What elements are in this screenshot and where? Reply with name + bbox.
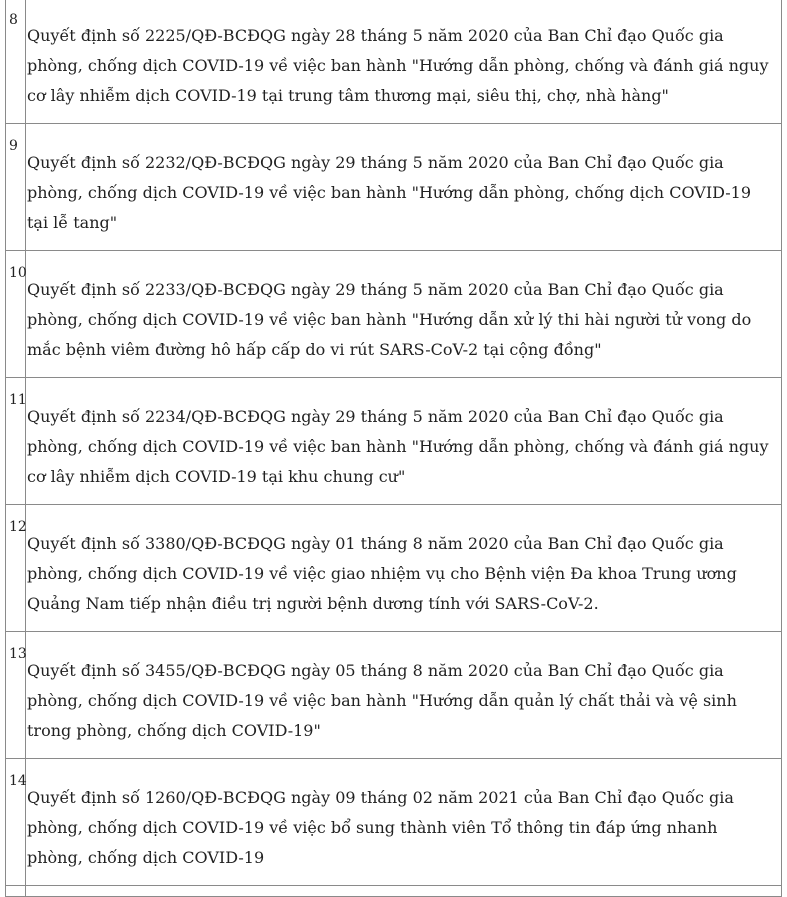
table-row-partial — [6, 886, 782, 897]
row-number: 11 — [6, 378, 26, 505]
table-row — [6, 632, 782, 759]
table-row — [6, 124, 782, 251]
table-row — [6, 0, 782, 124]
table-row — [6, 378, 782, 505]
decision-text-empty — [26, 886, 782, 897]
row-number-empty — [6, 886, 26, 897]
row-number: 9 — [6, 124, 26, 251]
row-number: 8 — [6, 0, 26, 124]
table-row — [6, 759, 782, 886]
row-number: 10 — [6, 251, 26, 378]
decision-text: Quyết định số 1260/QĐ-BCĐQG ngày 09 tháng 02 năm 2021 của Ban Chỉ đạo Quốc gia phòng, chống dịch COVID-19 về việc bổ sung thành viên Tổ thông tin đáp ứng nhanh phòng, chống dịch COVID-19 — [26, 759, 782, 886]
table-row — [6, 251, 782, 378]
decision-text: Quyết định số 3380/QĐ-BCĐQG ngày 01 tháng 8 năm 2020 của Ban Chỉ đạo Quốc gia phòng, chống dịch COVID-19 về việc giao nhiệm vụ cho Bệnh viện Đa khoa Trung ương Quảng Nam tiếp nhận điều trị người bệnh dương tính với SARS-CoV-2. — [26, 505, 782, 632]
decision-text: Quyết định số 2232/QĐ-BCĐQG ngày 29 tháng 5 năm 2020 của Ban Chỉ đạo Quốc gia phòng, chống dịch COVID-19 về việc ban hành "Hướng dẫn phòng, chống dịch COVID-19 tại lễ tang" — [26, 124, 782, 251]
row-number: 13 — [6, 632, 26, 759]
table-row — [6, 505, 782, 632]
decisions-table — [5, 0, 782, 897]
row-number: 14 — [6, 759, 26, 886]
decision-text: Quyết định số 2234/QĐ-BCĐQG ngày 29 tháng 5 năm 2020 của Ban Chỉ đạo Quốc gia phòng, chống dịch COVID-19 về việc ban hành "Hướng dẫn phòng, chống và đánh giá nguy cơ lây nhiễm dịch COVID-19 tại khu chung cư" — [26, 378, 782, 505]
row-number: 12 — [6, 505, 26, 632]
decision-text: Quyết định số 2233/QĐ-BCĐQG ngày 29 tháng 5 năm 2020 của Ban Chỉ đạo Quốc gia phòng, chống dịch COVID-19 về việc ban hành "Hướng dẫn xử lý thi hài người tử vong do mắc bệnh viêm đường hô hấp cấp do vi rút SARS-CoV-2 tại cộng đồng" — [26, 251, 782, 378]
decision-text: Quyết định số 2225/QĐ-BCĐQG ngày 28 tháng 5 năm 2020 của Ban Chỉ đạo Quốc gia phòng, chống dịch COVID-19 về việc ban hành "Hướng dẫn phòng, chống và đánh giá nguy cơ lây nhiễm dịch COVID-19 tại trung tâm thương mại, siêu thị, chợ, nhà hàng" — [26, 0, 782, 124]
decision-text: Quyết định số 3455/QĐ-BCĐQG ngày 05 tháng 8 năm 2020 của Ban Chỉ đạo Quốc gia phòng, chống dịch COVID-19 về việc ban hành "Hướng dẫn quản lý chất thải và vệ sinh trong phòng, chống dịch COVID-19" — [26, 632, 782, 759]
